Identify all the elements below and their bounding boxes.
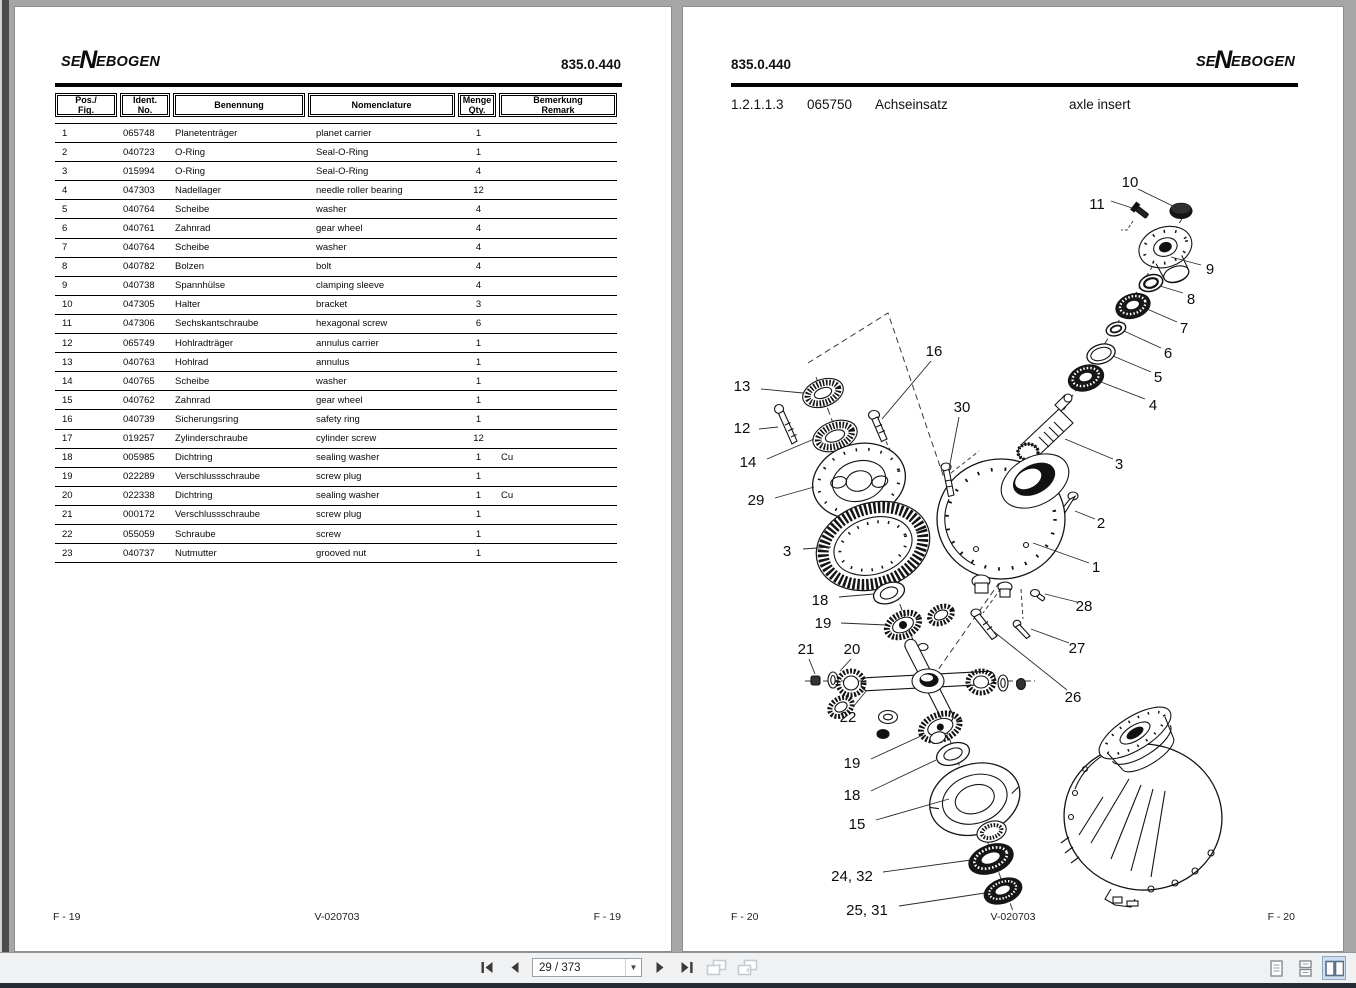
table-row (55, 410, 617, 429)
callout: 10 (1121, 174, 1139, 191)
cell-qty: 1 (475, 547, 482, 559)
callout: 18 (843, 787, 861, 804)
table-row (55, 200, 617, 219)
cell-benennung: Hohlradträger (175, 337, 234, 349)
table-row (55, 181, 617, 200)
table-row (55, 391, 617, 410)
part-cap (1170, 203, 1192, 219)
footer-right: F - 20 (1267, 911, 1295, 923)
page-footer (15, 911, 671, 923)
cell-benennung: Sicherungsring (175, 413, 239, 425)
next-view-button[interactable] (736, 958, 758, 977)
page-left-parts-table (14, 6, 672, 952)
cell-benennung: Dichtring (175, 452, 213, 464)
footer-center: V-020703 (990, 911, 1036, 923)
callout: 26 (1064, 689, 1082, 706)
cell-nomenclature: bracket (316, 299, 348, 311)
cell-pos: 17 (62, 433, 73, 445)
viewer-sidebar-strip (2, 0, 9, 952)
callout: 19 (843, 755, 861, 772)
part-axle-housing (1057, 697, 1229, 907)
page-layout-controls (1264, 956, 1346, 980)
cell-ident: 040738 (123, 280, 155, 292)
callout: 19 (814, 615, 832, 632)
part-cover-15 (920, 752, 1033, 857)
cell-ident: 040782 (123, 261, 155, 273)
cell-ident: 047306 (123, 318, 155, 330)
footer-center: V-020703 (314, 911, 360, 923)
callout: 30 (953, 399, 971, 416)
cell-pos: 16 (62, 413, 73, 425)
cell-nomenclature: cylinder screw (316, 433, 377, 445)
cell-nomenclature: annulus (316, 356, 350, 368)
cell-nomenclature: safety ring (316, 413, 360, 425)
cell-qty: 1 (475, 356, 482, 368)
cell-qty: 6 (475, 318, 482, 330)
cell-benennung: Sechskantschraube (175, 318, 259, 330)
exploded-diagram (683, 147, 1345, 917)
cell-ident: 040762 (123, 394, 155, 406)
header-rule (731, 83, 1298, 87)
document-number: 835.0.440 (731, 57, 792, 72)
footer-right: F - 19 (593, 911, 621, 923)
cell-qty: 4 (475, 165, 482, 177)
cell-pos: 1 (62, 127, 68, 139)
part-differential-housing (937, 443, 1078, 597)
cell-ident: 040737 (123, 547, 155, 559)
cell-qty: 1 (475, 375, 482, 387)
part-gear-19a2 (927, 603, 956, 628)
cell-benennung: Spannhülse (175, 280, 226, 292)
callout: 15 (848, 816, 866, 833)
callout: 20 (843, 641, 861, 658)
table-row (55, 334, 617, 353)
single-page-view-icon (1270, 960, 1283, 977)
continuous-scroll-view-button[interactable] (1293, 956, 1317, 980)
cell-benennung: Hohlrad (175, 356, 209, 368)
part-ring-25-31 (981, 873, 1026, 909)
previous-view-icon (706, 959, 727, 976)
sennebogen-logo: SENEBOGEN (61, 46, 161, 74)
cell-nomenclature: washer (316, 242, 347, 254)
callout: 25, 31 (846, 902, 888, 917)
cell-qty: 1 (475, 471, 482, 483)
cell-ident: 065748 (123, 127, 155, 139)
previous-page-icon (509, 961, 520, 974)
part-bolt-16 (869, 411, 888, 442)
cell-ident: 047305 (123, 299, 155, 311)
first-page-icon (480, 961, 494, 974)
part-screw-12 (775, 405, 798, 445)
part-bearing-13 (799, 373, 848, 413)
part-screw-11 (1131, 202, 1150, 220)
part-gear-19a (883, 608, 923, 642)
cell-remark: Cu (501, 452, 514, 464)
cell-nomenclature: screw plug (316, 509, 362, 521)
cell-pos: 23 (62, 547, 73, 559)
callout: 28 (1075, 598, 1093, 615)
table-row (55, 468, 617, 487)
cell-pos: 12 (62, 337, 73, 349)
cell-benennung: O-Ring (175, 146, 206, 158)
table-row (55, 372, 617, 391)
cell-qty: 4 (475, 203, 482, 215)
table-row (55, 430, 617, 449)
logo-text: SE (61, 54, 81, 70)
callout: 8 (1186, 291, 1196, 308)
title-english: axle insert (1069, 97, 1131, 112)
two-page-view-icon (1325, 960, 1344, 977)
previous-view-button[interactable] (705, 958, 727, 977)
cell-nomenclature: screw (316, 528, 341, 540)
part-plug-21 (811, 676, 820, 685)
callout: 9 (1205, 261, 1215, 278)
sennebogen-logo: SENEBOGEN (1195, 46, 1295, 74)
previous-page-button[interactable] (505, 958, 523, 977)
cell-nomenclature: gear wheel (316, 223, 363, 235)
next-view-icon (737, 959, 758, 976)
cell-benennung: Verschlussschraube (175, 509, 261, 521)
window-bottom-strip (0, 983, 1356, 988)
cell-pos: 13 (62, 356, 73, 368)
table-header-cell: Bemerkung Remark (499, 93, 617, 117)
cell-nomenclature: bolt (316, 261, 332, 273)
part-bearing-4 (1065, 361, 1107, 396)
callout: 7 (1179, 320, 1189, 337)
callout: 3 (782, 543, 792, 560)
cell-benennung: Scheibe (175, 375, 210, 387)
callout: 3 (1114, 456, 1124, 473)
cell-ident: 022289 (123, 471, 155, 483)
cell-benennung: Nadellager (175, 184, 221, 196)
cell-qty: 3 (475, 299, 482, 311)
cell-ident: 015994 (123, 165, 155, 177)
cell-pos: 11 (62, 318, 72, 330)
cell-benennung: Zahnrad (175, 394, 211, 406)
cell-pos: 15 (62, 394, 73, 406)
part-ring-8 (1137, 272, 1165, 295)
cell-remark: Cu (501, 490, 514, 502)
page-right-diagram (682, 6, 1344, 952)
page-indicator: 29 / 373 (539, 961, 581, 974)
callout: 27 (1068, 640, 1086, 657)
cell-ident: 040764 (123, 203, 155, 215)
next-page-icon (655, 961, 666, 974)
cell-pos: 10 (62, 299, 73, 311)
cell-qty: 1 (475, 394, 482, 406)
callout: 6 (1163, 345, 1173, 362)
page-number-field[interactable] (532, 958, 642, 977)
cell-qty: 1 (475, 509, 482, 521)
cell-qty: 1 (475, 127, 482, 139)
cell-qty: 4 (475, 280, 482, 292)
part-washer-right (998, 675, 1008, 691)
cell-nomenclature: grooved nut (316, 547, 367, 559)
callout: 16 (925, 343, 943, 360)
table-row (55, 353, 617, 372)
table-row (55, 277, 617, 296)
cell-pos: 14 (62, 375, 73, 387)
cell-qty: 12 (473, 184, 484, 196)
cell-benennung: Scheibe (175, 203, 210, 215)
cell-nomenclature: Seal-O-Ring (316, 146, 369, 158)
part-nut-small (877, 730, 889, 739)
callout: 29 (747, 492, 765, 509)
part-screw-27 (1013, 620, 1030, 638)
part-ring-6 (1104, 320, 1127, 339)
cell-ident: 005985 (123, 452, 155, 464)
cell-benennung: Bolzen (175, 261, 205, 273)
cell-qty: 1 (475, 490, 482, 502)
footer-left: F - 20 (731, 911, 759, 923)
cell-nomenclature: planet carrier (316, 127, 372, 139)
single-page-view-button[interactable] (1264, 956, 1288, 980)
cell-pos: 20 (62, 490, 73, 502)
cell-qty: 4 (475, 223, 482, 235)
header-rule (55, 83, 622, 87)
table-header-cell: Ident. No. (120, 93, 170, 117)
table-row (55, 487, 617, 506)
cell-ident: 000172 (123, 509, 155, 521)
cell-nomenclature: washer (316, 203, 347, 215)
cell-pos: 2 (62, 146, 68, 158)
parts-table-rows (55, 123, 617, 563)
callout: 11 (1089, 196, 1105, 213)
title-german: Achseinsatz (875, 97, 948, 112)
part-fitting-28 (1031, 590, 1046, 602)
cell-pos: 19 (62, 471, 73, 483)
cell-nomenclature: sealing washer (316, 490, 380, 502)
continuous-scroll-view-icon (1299, 960, 1312, 977)
cell-benennung: Planetenträger (175, 127, 238, 139)
table-row (55, 162, 617, 181)
cell-pos: 3 (62, 165, 68, 177)
cell-qty: 4 (475, 242, 482, 254)
footer-left: F - 19 (53, 911, 81, 923)
cell-ident: 040765 (123, 375, 155, 387)
document-number: 835.0.440 (560, 57, 621, 72)
bottom-toolbar (0, 952, 1356, 983)
cell-ident: 055059 (123, 528, 155, 540)
cell-pos: 22 (62, 528, 73, 540)
callout: 4 (1148, 397, 1158, 414)
cell-qty: 1 (475, 413, 482, 425)
cell-nomenclature: screw plug (316, 471, 362, 483)
callout: 22 (839, 709, 857, 726)
section-number: 1.2.1.1.3 (731, 97, 784, 112)
part-bolt-26 (971, 609, 997, 640)
callout: 2 (1096, 515, 1106, 532)
cell-nomenclature: needle roller bearing (316, 184, 403, 196)
table-row (55, 124, 617, 143)
two-page-view-button[interactable] (1322, 956, 1346, 980)
cell-nomenclature: annulus carrier (316, 337, 379, 349)
first-page-button[interactable] (478, 958, 496, 977)
cell-pos: 9 (62, 280, 68, 292)
table-row (55, 315, 617, 334)
cell-ident: 047303 (123, 184, 155, 196)
cell-nomenclature: gear wheel (316, 394, 363, 406)
table-header-cell: Pos./ Fig. (55, 93, 117, 117)
cell-nomenclature: hexagonal screw (316, 318, 388, 330)
part-bearing-24-32 (965, 838, 1018, 880)
next-page-button[interactable] (651, 958, 669, 977)
cell-ident: 040739 (123, 413, 155, 425)
part-bearing-7 (1113, 289, 1154, 323)
cell-ident: 065749 (123, 337, 155, 349)
table-row (55, 449, 617, 468)
chevron-down-icon[interactable]: ▼ (625, 959, 641, 976)
cell-pos: 8 (62, 261, 68, 273)
table-row (55, 239, 617, 258)
cell-pos: 7 (62, 242, 68, 254)
table-row (55, 258, 617, 277)
page-footer (683, 911, 1343, 923)
table-header-cell: Nomenclature (308, 93, 455, 117)
callout: 1 (1091, 559, 1101, 576)
cell-benennung: Halter (175, 299, 201, 311)
table-header-cell: Benennung (173, 93, 305, 117)
callout: 18 (811, 592, 829, 609)
last-page-icon (680, 961, 694, 974)
callout: 21 (797, 641, 815, 658)
cell-nomenclature: sealing washer (316, 452, 380, 464)
cell-benennung: Nutmutter (175, 547, 217, 559)
cell-ident: 040761 (123, 223, 155, 235)
cell-benennung: Zahnrad (175, 223, 211, 235)
cell-pos: 6 (62, 223, 68, 235)
callout: 13 (733, 378, 751, 395)
callout: 12 (733, 420, 751, 437)
cell-nomenclature: Seal-O-Ring (316, 165, 369, 177)
part-number: 065750 (807, 97, 853, 112)
cell-qty: 1 (475, 337, 482, 349)
table-row (55, 143, 617, 162)
callout: 5 (1153, 369, 1163, 386)
cell-benennung: O-Ring (175, 165, 206, 177)
cell-pos: 4 (62, 184, 68, 196)
page-navigation (478, 958, 758, 977)
cell-ident: 040723 (123, 146, 155, 158)
cell-ident: 019257 (123, 433, 155, 445)
parts-table-header (15, 93, 671, 117)
cell-qty: 12 (473, 433, 484, 445)
part-washer-small (879, 711, 898, 724)
table-row (55, 506, 617, 525)
table-header-cell: Menge Qty. (458, 93, 496, 117)
callout: 24, 32 (831, 868, 873, 885)
cell-benennung: Scheibe (175, 242, 210, 254)
table-row (55, 219, 617, 238)
part-ring-5 (1084, 340, 1117, 367)
cell-qty: 4 (475, 261, 482, 273)
table-row (55, 525, 617, 544)
cell-nomenclature: washer (316, 375, 347, 387)
assembly-title (683, 97, 1343, 117)
cell-ident: 040764 (123, 242, 155, 254)
cell-qty: 1 (475, 528, 482, 540)
table-row (55, 296, 617, 315)
cell-benennung: Verschlussschraube (175, 471, 261, 483)
last-page-button[interactable] (678, 958, 696, 977)
cell-qty: 1 (475, 452, 482, 464)
cell-pos: 21 (62, 509, 73, 521)
part-pinion-shaft (1018, 394, 1073, 460)
cell-pos: 18 (62, 452, 73, 464)
cell-benennung: Zylinderschraube (175, 433, 248, 445)
part-bevel-gear-left (838, 671, 864, 695)
part-plug-right (1017, 679, 1026, 690)
cell-ident: 022338 (123, 490, 155, 502)
cell-ident: 040763 (123, 356, 155, 368)
cell-qty: 1 (475, 146, 482, 158)
table-row (55, 544, 617, 563)
cell-benennung: Schraube (175, 528, 216, 540)
cell-nomenclature: clamping sleeve (316, 280, 385, 292)
cell-pos: 5 (62, 203, 68, 215)
cell-benennung: Dichtring (175, 490, 213, 502)
callout: 14 (739, 454, 757, 471)
